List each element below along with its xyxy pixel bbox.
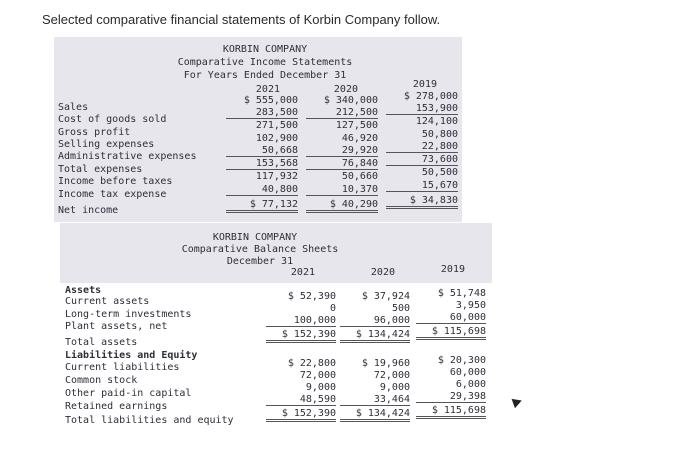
bs-2020-current-liab: $ 19,960 xyxy=(361,358,410,369)
is-2019-net: $ 34,830 xyxy=(386,195,458,209)
is-2019-admin: 22,800 xyxy=(386,141,458,153)
is-2019-tax: 15,670 xyxy=(386,180,458,192)
bs-2021-current-liab: $ 22,800 xyxy=(287,358,336,369)
is-2020-gross: 127,500 xyxy=(335,120,378,131)
is-year-2021: 2021 xyxy=(255,84,280,95)
is-2020-ibt: 50,660 xyxy=(341,171,378,182)
bs-2021-total-assets: $ 152,390 xyxy=(266,329,336,343)
is-2021-cogs: 283,500 xyxy=(226,107,298,119)
is-label-cogs: Cost of goods sold xyxy=(58,114,167,125)
bs-label-other-paid-in: Other paid-in capital xyxy=(65,388,192,399)
bs-label-plant-assets: Plant assets, net xyxy=(65,321,168,332)
bs-year-2021: 2021 xyxy=(290,267,315,278)
is-2019-total-exp: 73,600 xyxy=(386,154,458,166)
bs-2019-current-assets: $ 51,748 xyxy=(437,288,486,299)
bs-2020-current-assets: $ 37,924 xyxy=(361,291,410,302)
bs-period: December 31 xyxy=(226,256,294,267)
bs-assets-heading: Assets xyxy=(65,285,102,296)
bs-2020-total-le: $ 134,424 xyxy=(340,408,410,422)
bs-2020-retained: 33,464 xyxy=(340,394,410,406)
bs-2020-lt-investments: 500 xyxy=(391,303,410,314)
is-2020-total-exp: 76,840 xyxy=(306,158,378,170)
is-2021-ibt: 117,932 xyxy=(255,171,298,182)
bs-2021-common-stock: 72,000 xyxy=(299,370,336,381)
is-2021-net: $ 77,132 xyxy=(226,199,298,213)
is-2020-cogs: 212,500 xyxy=(306,107,378,119)
bs-label-lt-investments: Long-term investments xyxy=(65,309,192,320)
bs-2019-plant-assets: 60,000 xyxy=(416,312,486,324)
is-period: For Years Ended December 31 xyxy=(183,70,347,81)
bs-title: Comparative Balance Sheets xyxy=(181,244,339,255)
is-2019-ibt: 50,500 xyxy=(421,167,458,178)
bs-liab-heading: Liabilities and Equity xyxy=(65,350,198,361)
bs-2021-retained: 48,590 xyxy=(266,394,336,406)
is-year-2020: 2020 xyxy=(333,84,358,95)
is-2021-selling: 102,900 xyxy=(255,133,298,144)
is-2021-tax: 40,800 xyxy=(226,184,298,196)
bs-2019-other-paid-in: 6,000 xyxy=(455,379,486,390)
problem-intro: Selected comparative financial statements of Korbin Company follow. xyxy=(42,12,441,27)
is-label-tax: Income tax expense xyxy=(58,189,167,200)
bs-2020-total-assets: $ 134,424 xyxy=(340,329,410,343)
is-2021-admin: 50,668 xyxy=(226,145,298,157)
is-year-2019: 2019 xyxy=(412,79,437,90)
bs-2020-common-stock: 72,000 xyxy=(373,370,410,381)
bs-2019-common-stock: 60,000 xyxy=(449,367,486,378)
is-label-gross-profit: Gross profit xyxy=(58,127,131,138)
bs-2021-total-le: $ 152,390 xyxy=(266,408,336,422)
is-2021-total-exp: 153,568 xyxy=(226,158,298,170)
is-2020-selling: 46,920 xyxy=(341,133,378,144)
bs-label-current-liab: Current liabilities xyxy=(65,362,180,373)
is-2019-selling: 50,800 xyxy=(421,129,458,140)
is-label-net-income: Net income xyxy=(58,205,119,216)
is-label-total-exp: Total expenses xyxy=(58,164,143,175)
bs-company: KORBIN COMPANY xyxy=(212,232,298,243)
bs-2019-total-le: $ 115,698 xyxy=(416,405,486,419)
bs-2021-lt-investments: 0 xyxy=(329,303,336,314)
bs-2021-other-paid-in: 9,000 xyxy=(305,382,336,393)
bs-2019-current-liab: $ 20,300 xyxy=(437,355,486,366)
is-2019-sales: $ 278,000 xyxy=(403,91,458,102)
bs-2019-total-assets: $ 115,698 xyxy=(416,326,486,340)
is-2019-gross: 124,100 xyxy=(415,116,458,127)
bs-2021-current-assets: $ 52,390 xyxy=(287,291,336,302)
is-2020-net: $ 40,290 xyxy=(306,199,378,213)
is-title: Comparative Income Statements xyxy=(177,57,353,68)
is-label-selling: Selling expenses xyxy=(58,139,155,150)
is-2020-admin: 29,920 xyxy=(306,145,378,157)
bs-label-total-liab-equity: Total liabilities and equity xyxy=(65,415,234,426)
bs-label-current-assets: Current assets xyxy=(65,296,150,307)
is-2021-gross: 271,500 xyxy=(255,120,298,131)
is-2020-sales: $ 340,000 xyxy=(323,95,378,106)
bs-year-2019: 2019 xyxy=(440,264,465,275)
is-label-admin: Administrative expenses xyxy=(58,151,197,162)
mouse-cursor-icon xyxy=(512,396,524,408)
bs-2020-plant-assets: 96,000 xyxy=(340,315,410,327)
is-company: KORBIN COMPANY xyxy=(222,44,308,55)
is-2020-tax: 10,370 xyxy=(306,184,378,196)
bs-year-2020: 2020 xyxy=(370,267,395,278)
bs-label-retained-earnings: Retained earnings xyxy=(65,401,168,412)
is-label-ibt: Income before taxes xyxy=(58,176,173,187)
bs-label-total-assets: Total assets xyxy=(65,337,138,348)
bs-2019-lt-investments: 3,950 xyxy=(455,300,486,311)
bs-label-common-stock: Common stock xyxy=(65,375,138,386)
is-2019-cogs: 153,900 xyxy=(386,103,458,115)
bs-2019-retained: 29,398 xyxy=(416,391,486,403)
bs-2021-plant-assets: 100,000 xyxy=(266,315,336,327)
is-2021-sales: $ 555,000 xyxy=(243,95,298,106)
is-label-sales: Sales xyxy=(58,102,89,113)
bs-2020-other-paid-in: 9,000 xyxy=(379,382,410,393)
